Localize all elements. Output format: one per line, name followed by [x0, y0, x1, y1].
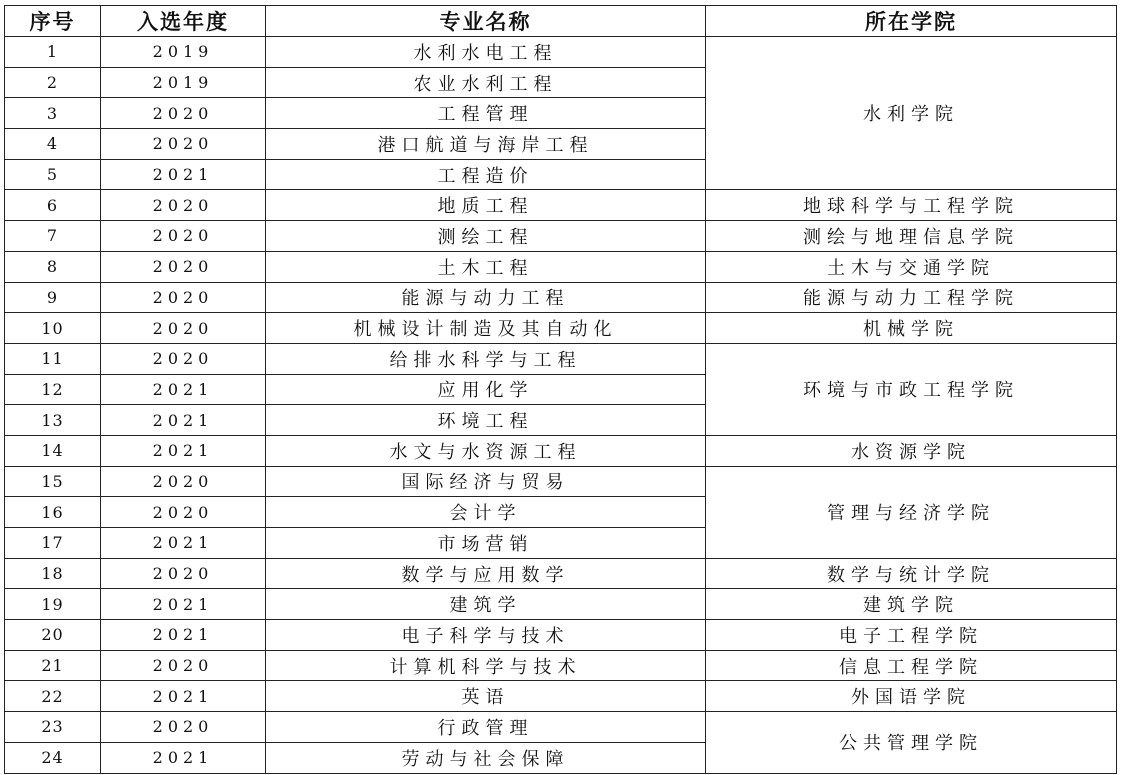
college-name: 地球科学与工程学院 — [706, 190, 1117, 221]
college-name: 土木与交通学院 — [706, 251, 1117, 282]
major-name: 港口航道与海岸工程 — [266, 129, 706, 160]
table-row — [5, 313, 1117, 344]
row-number: 14 — [5, 435, 101, 466]
college-name: 信息工程学院 — [706, 650, 1117, 681]
table-row — [5, 435, 1117, 466]
table-row — [5, 466, 1117, 497]
row-number: 11 — [5, 343, 101, 374]
college-name: 建筑学院 — [706, 589, 1117, 620]
selection-year: 2021 — [101, 435, 266, 466]
table-row — [5, 221, 1117, 252]
header-major: 专业名称 — [266, 6, 706, 37]
selection-year: 2020 — [101, 129, 266, 160]
college-name: 管理与经济学院 — [706, 466, 1117, 558]
row-number: 19 — [5, 589, 101, 620]
row-number: 9 — [5, 282, 101, 313]
row-number: 20 — [5, 620, 101, 651]
major-name: 水文与水资源工程 — [266, 435, 706, 466]
row-number: 16 — [5, 497, 101, 528]
major-name: 机械设计制造及其自动化 — [266, 313, 706, 344]
row-number: 8 — [5, 251, 101, 282]
major-name: 能源与动力工程 — [266, 282, 706, 313]
major-name: 英语 — [266, 681, 706, 712]
table-row — [5, 251, 1117, 282]
college-name: 水利学院 — [706, 37, 1117, 190]
selection-year: 2020 — [101, 650, 266, 681]
major-name: 电子科学与技术 — [266, 620, 706, 651]
college-name: 外国语学院 — [706, 681, 1117, 712]
selection-year: 2021 — [101, 528, 266, 559]
selection-year: 2020 — [101, 343, 266, 374]
college-name: 公共管理学院 — [706, 712, 1117, 773]
major-name: 工程管理 — [266, 98, 706, 129]
selection-year: 2021 — [101, 742, 266, 773]
college-name: 能源与动力工程学院 — [706, 282, 1117, 313]
row-number: 24 — [5, 742, 101, 773]
table-body — [5, 37, 1117, 774]
major-name: 建筑学 — [266, 589, 706, 620]
selection-year: 2020 — [101, 313, 266, 344]
major-name: 环境工程 — [266, 405, 706, 436]
table-row — [5, 712, 1117, 743]
row-number: 10 — [5, 313, 101, 344]
selection-year: 2020 — [101, 466, 266, 497]
major-name: 水利水电工程 — [266, 37, 706, 68]
row-number: 13 — [5, 405, 101, 436]
row-number: 12 — [5, 374, 101, 405]
table-row — [5, 37, 1117, 68]
selection-year: 2020 — [101, 497, 266, 528]
selection-year: 2020 — [101, 221, 266, 252]
major-name: 劳动与社会保障 — [266, 742, 706, 773]
row-number: 3 — [5, 98, 101, 129]
major-name: 工程造价 — [266, 159, 706, 190]
row-number: 23 — [5, 712, 101, 743]
row-number: 6 — [5, 190, 101, 221]
selection-year: 2021 — [101, 159, 266, 190]
table-row — [5, 681, 1117, 712]
major-name: 土木工程 — [266, 251, 706, 282]
selection-year: 2020 — [101, 251, 266, 282]
selection-year: 2019 — [101, 37, 266, 68]
row-number: 5 — [5, 159, 101, 190]
header-year: 入选年度 — [101, 6, 266, 37]
selection-year: 2021 — [101, 589, 266, 620]
selection-year: 2021 — [101, 374, 266, 405]
college-name: 测绘与地理信息学院 — [706, 221, 1117, 252]
major-name: 计算机科学与技术 — [266, 650, 706, 681]
selection-year: 2020 — [101, 190, 266, 221]
college-name: 电子工程学院 — [706, 620, 1117, 651]
majors-table — [4, 5, 1117, 774]
row-number: 2 — [5, 67, 101, 98]
table-row — [5, 650, 1117, 681]
major-name: 地质工程 — [266, 190, 706, 221]
selection-year: 2020 — [101, 558, 266, 589]
header-row — [5, 6, 1117, 37]
row-number: 18 — [5, 558, 101, 589]
selection-year: 2021 — [101, 681, 266, 712]
selection-year: 2019 — [101, 67, 266, 98]
table-row — [5, 343, 1117, 374]
majors-table-container — [4, 5, 1117, 774]
major-name: 测绘工程 — [266, 221, 706, 252]
major-name: 农业水利工程 — [266, 67, 706, 98]
college-name: 水资源学院 — [706, 435, 1117, 466]
header-no: 序号 — [5, 6, 101, 37]
selection-year: 2020 — [101, 282, 266, 313]
major-name: 会计学 — [266, 497, 706, 528]
row-number: 17 — [5, 528, 101, 559]
row-number: 1 — [5, 37, 101, 68]
selection-year: 2021 — [101, 620, 266, 651]
selection-year: 2021 — [101, 405, 266, 436]
row-number: 4 — [5, 129, 101, 160]
row-number: 15 — [5, 466, 101, 497]
row-number: 21 — [5, 650, 101, 681]
major-name: 市场营销 — [266, 528, 706, 559]
major-name: 应用化学 — [266, 374, 706, 405]
row-number: 22 — [5, 681, 101, 712]
selection-year: 2020 — [101, 712, 266, 743]
college-name: 机械学院 — [706, 313, 1117, 344]
header-college: 所在学院 — [706, 6, 1117, 37]
table-row — [5, 589, 1117, 620]
selection-year: 2020 — [101, 98, 266, 129]
college-name: 数学与统计学院 — [706, 558, 1117, 589]
table-row — [5, 558, 1117, 589]
major-name: 国际经济与贸易 — [266, 466, 706, 497]
major-name: 数学与应用数学 — [266, 558, 706, 589]
major-name: 给排水科学与工程 — [266, 343, 706, 374]
major-name: 行政管理 — [266, 712, 706, 743]
row-number: 7 — [5, 221, 101, 252]
table-row — [5, 282, 1117, 313]
table-row — [5, 620, 1117, 651]
college-name: 环境与市政工程学院 — [706, 343, 1117, 435]
table-row — [5, 190, 1117, 221]
